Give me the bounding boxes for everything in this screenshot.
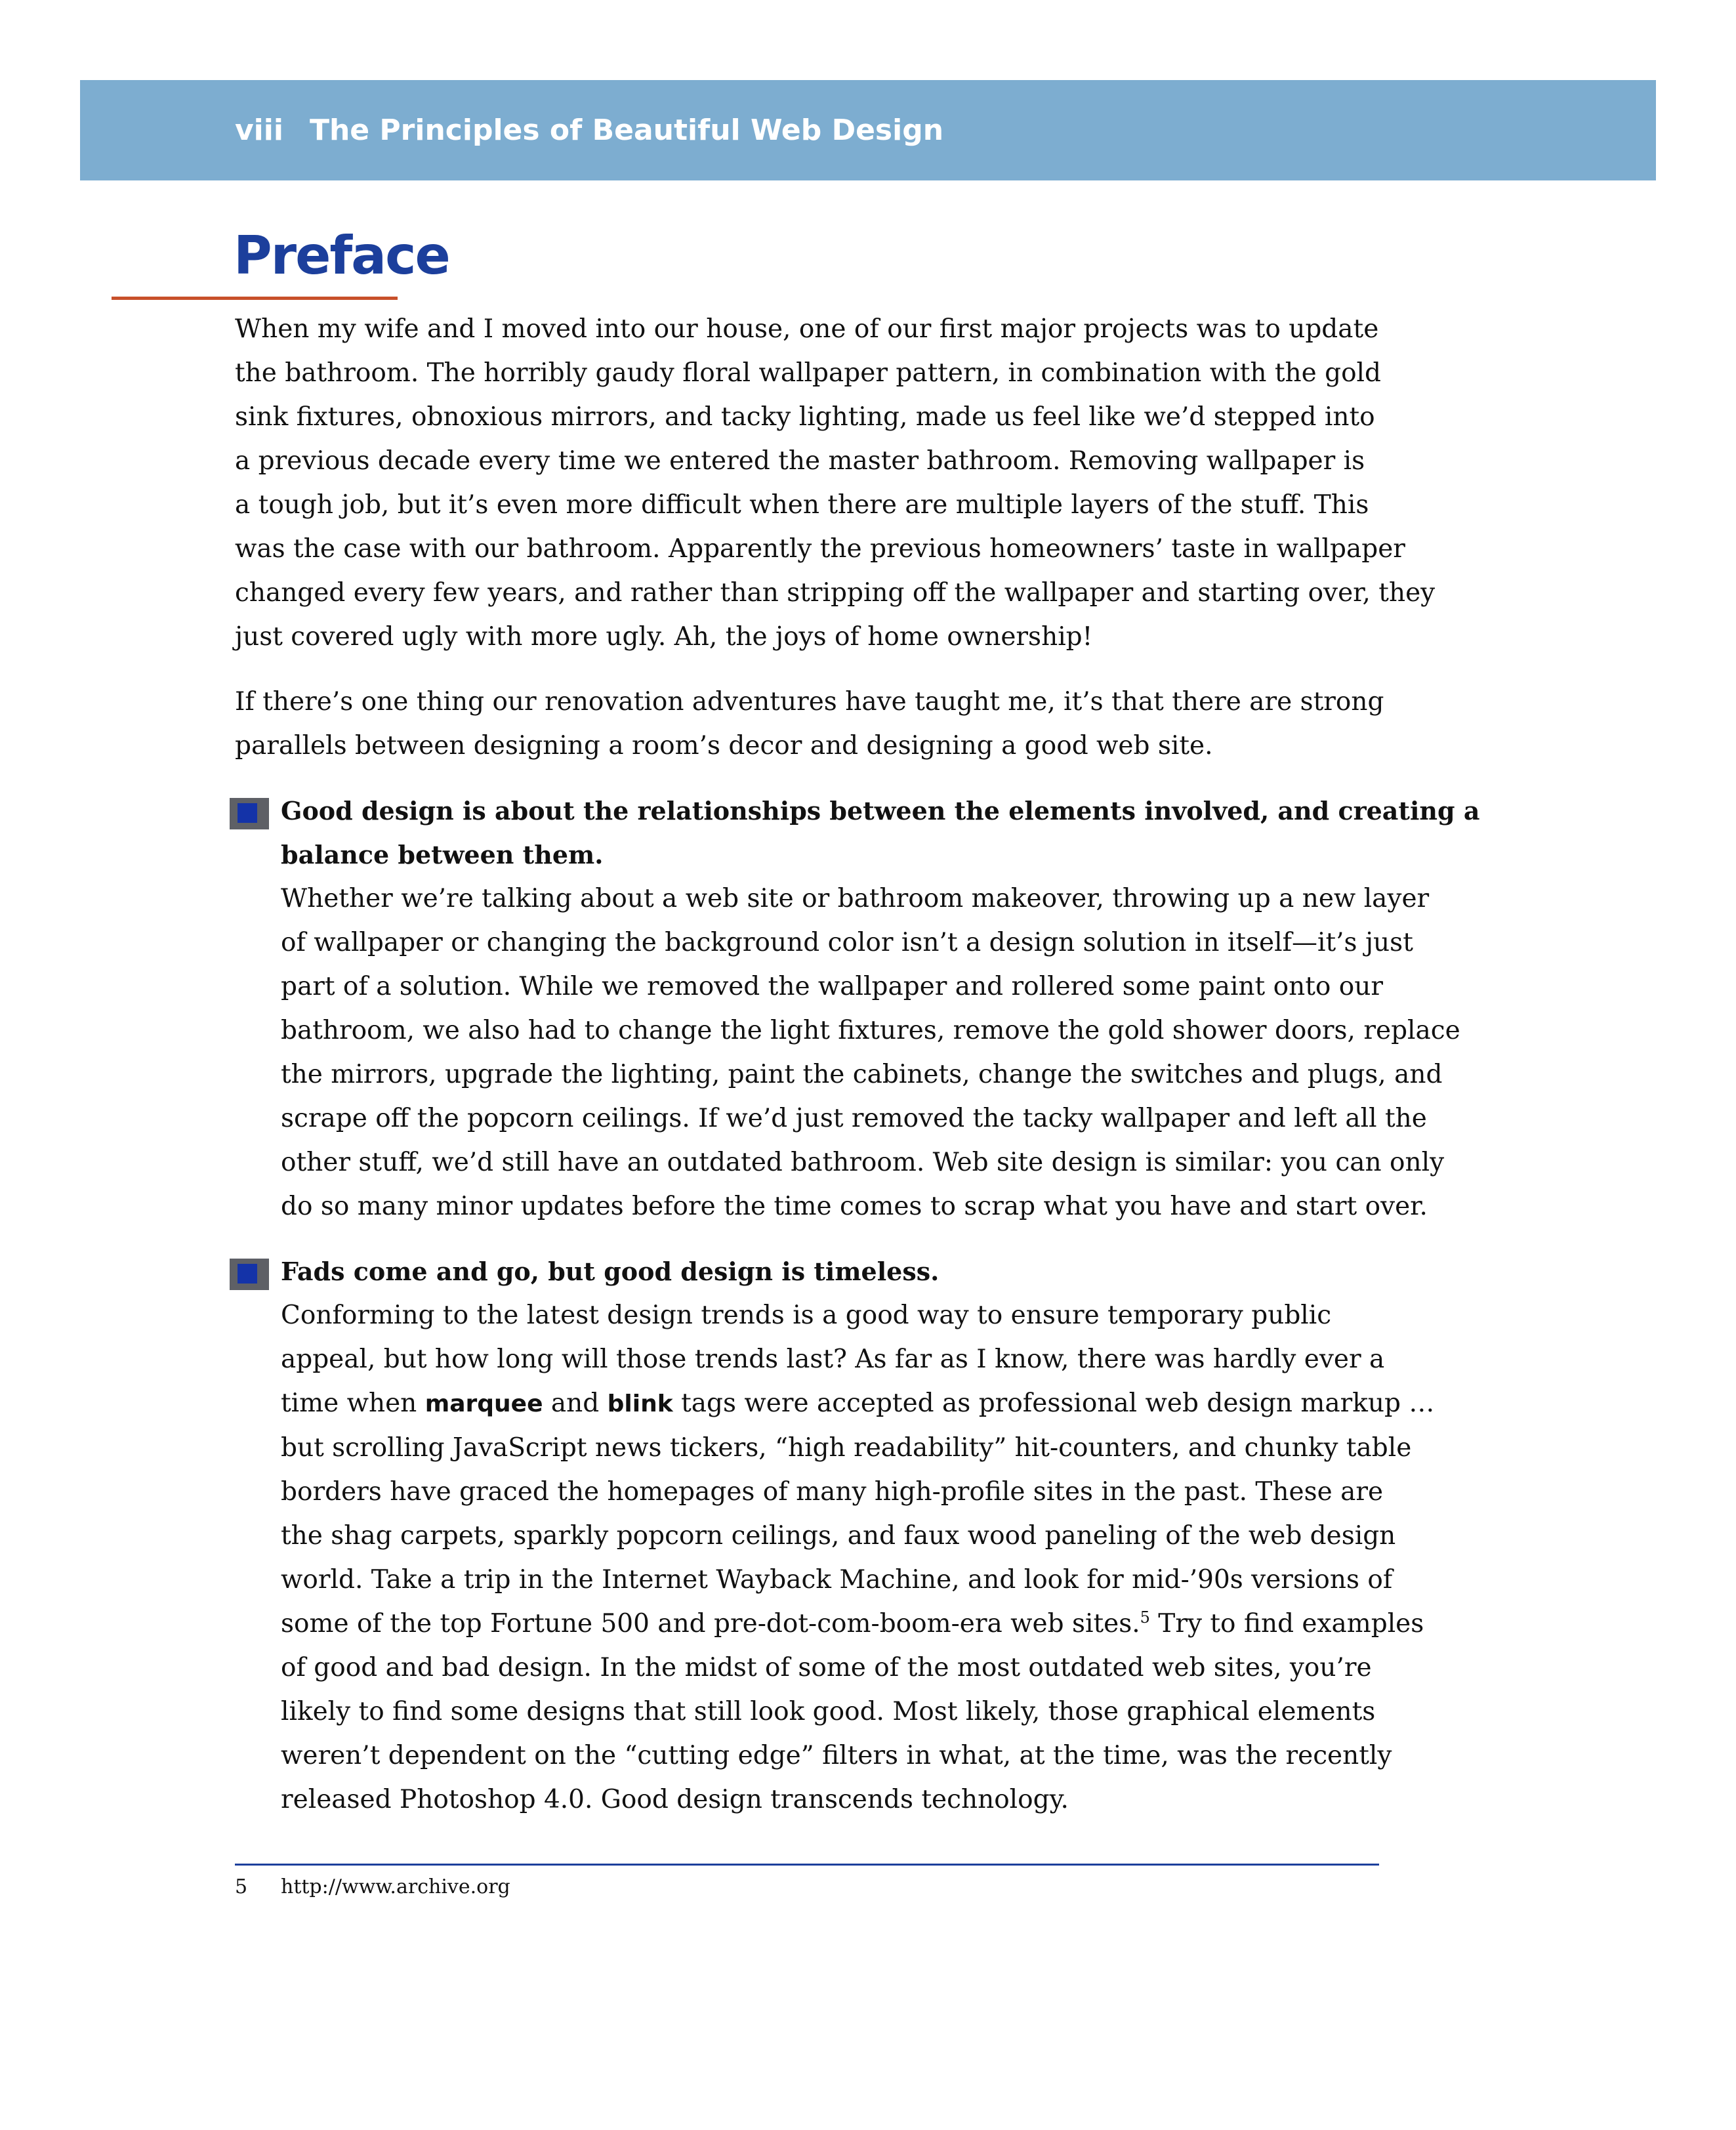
text-line: the shag carpets, sparkly popcorn ceilings, and faux wood paneling of the web design <box>281 1521 1396 1551</box>
footnote <box>235 1874 510 1900</box>
bullet-body <box>281 877 1460 1228</box>
text-line: released Photoshop 4.0. Good design transcends technology. <box>281 1785 1069 1814</box>
square-bullet-icon <box>230 1259 269 1290</box>
running-header <box>80 80 1656 180</box>
text-line: Whether we’re talking about a web site or bathroom makeover, throwing up a new layer <box>281 884 1430 913</box>
text-fragment: Try to find examples <box>1149 1609 1424 1639</box>
text-line: appeal, but how long will those trends last? As far as I know, there was hardly ever a <box>281 1345 1385 1374</box>
footnote-number: 5 <box>235 1875 248 1898</box>
text-line: balance between them. <box>281 840 604 869</box>
bullet-item-fads <box>235 1249 1435 1822</box>
text-line: weren’t dependent on the “cutting edge” filters in what, at the time, was the recently <box>281 1741 1392 1770</box>
code-blink: blink <box>607 1390 673 1417</box>
bullet-body <box>281 1293 1435 1822</box>
text-line: borders have graced the homepages of many high-profile sites in the past. These are <box>281 1477 1384 1507</box>
text-line: likely to find some designs that still look good. Most likely, those graphical elements <box>281 1697 1376 1726</box>
book-title: The Principles of Beautiful Web Design <box>309 114 944 147</box>
text-line: scrape off the popcorn ceilings. If we’d just removed the tacky wallpaper and left all the <box>281 1104 1427 1133</box>
bullet-heading <box>281 1249 1390 1293</box>
text-line: When my wife and I moved into our house, one of our first major projects was to update <box>235 314 1379 344</box>
header-text <box>235 80 943 180</box>
text-line: Good design is about the relationships between the elements involved, and creating a <box>281 796 1480 825</box>
text-line: the mirrors, upgrade the lighting, paint the cabinets, change the switches and plugs, and <box>281 1060 1443 1089</box>
text-line: Fads come and go, but good design is timeless. <box>281 1257 940 1286</box>
text-fragment: time when <box>281 1389 425 1418</box>
paragraph-1 <box>235 307 1436 659</box>
title-underline <box>112 297 398 300</box>
text-line: changed every few years, and rather than stripping off the wallpaper and starting over, they <box>235 578 1436 608</box>
text-line <box>281 1602 1424 1646</box>
text-line: do so many minor updates before the time comes to scrap what you have and start over. <box>281 1192 1428 1221</box>
bullet-heading <box>281 789 1480 877</box>
text-line: of good and bad design. In the midst of some of the most outdated web sites, you’re <box>281 1653 1372 1682</box>
text-line: was the case with our bathroom. Apparently the previous homeowners’ taste in wallpaper <box>235 534 1405 564</box>
text-line: just covered ugly with more ugly. Ah, the joys of home ownership! <box>235 622 1093 652</box>
text-fragment: tags were accepted as professional web design markup … <box>672 1389 1435 1418</box>
text-line: but scrolling JavaScript news tickers, “high readability” hit-counters, and chunky table <box>281 1433 1412 1463</box>
text-fragment: and <box>543 1389 608 1418</box>
text-line <box>281 1381 1435 1426</box>
text-line: If there’s one thing our renovation adventures have taught me, it’s that there are strong <box>235 687 1384 717</box>
bullet-item-relationships <box>235 789 1480 1228</box>
text-fragment: some of the top Fortune 500 and pre-dot-com-boom-era web sites. <box>281 1609 1140 1639</box>
footnote-link[interactable]: http://www.archive.org <box>281 1875 510 1898</box>
text-line: a previous decade every time we entered the master bathroom. Removing wallpaper is <box>235 446 1365 476</box>
text-line: a tough job, but it’s even more difficult when there are multiple layers of the stuff. This <box>235 490 1369 520</box>
text-line: bathroom, we also had to change the light fixtures, remove the gold shower doors, replace <box>281 1016 1460 1045</box>
text-line: of wallpaper or changing the background color isn’t a design solution in itself—it’s just <box>281 928 1413 957</box>
square-bullet-icon <box>230 798 269 829</box>
page-title: Preface <box>234 225 449 286</box>
text-line: the bathroom. The horribly gaudy floral wallpaper pattern, in combination with the gold <box>235 358 1381 388</box>
footnote-divider <box>235 1864 1379 1866</box>
text-line: sink fixtures, obnoxious mirrors, and tacky lighting, made us feel like we’d stepped into <box>235 402 1375 432</box>
footnote-reference: 5 <box>1140 1608 1150 1627</box>
text-line: world. Take a trip in the Internet Wayback Machine, and look for mid-’90s versions of <box>281 1565 1393 1595</box>
text-line: Conforming to the latest design trends is a good way to ensure temporary public <box>281 1301 1332 1330</box>
paragraph-2 <box>235 680 1390 768</box>
text-line: part of a solution. While we removed the wallpaper and rollered some paint onto our <box>281 972 1383 1001</box>
page-number: viii <box>235 114 283 147</box>
code-marquee: marquee <box>424 1390 543 1417</box>
text-line: other stuff, we’d still have an outdated bathroom. Web site design is similar: you can only <box>281 1148 1445 1177</box>
text-line: parallels between designing a room’s decor and designing a good web site. <box>235 731 1213 761</box>
preface-content <box>235 307 1480 1843</box>
